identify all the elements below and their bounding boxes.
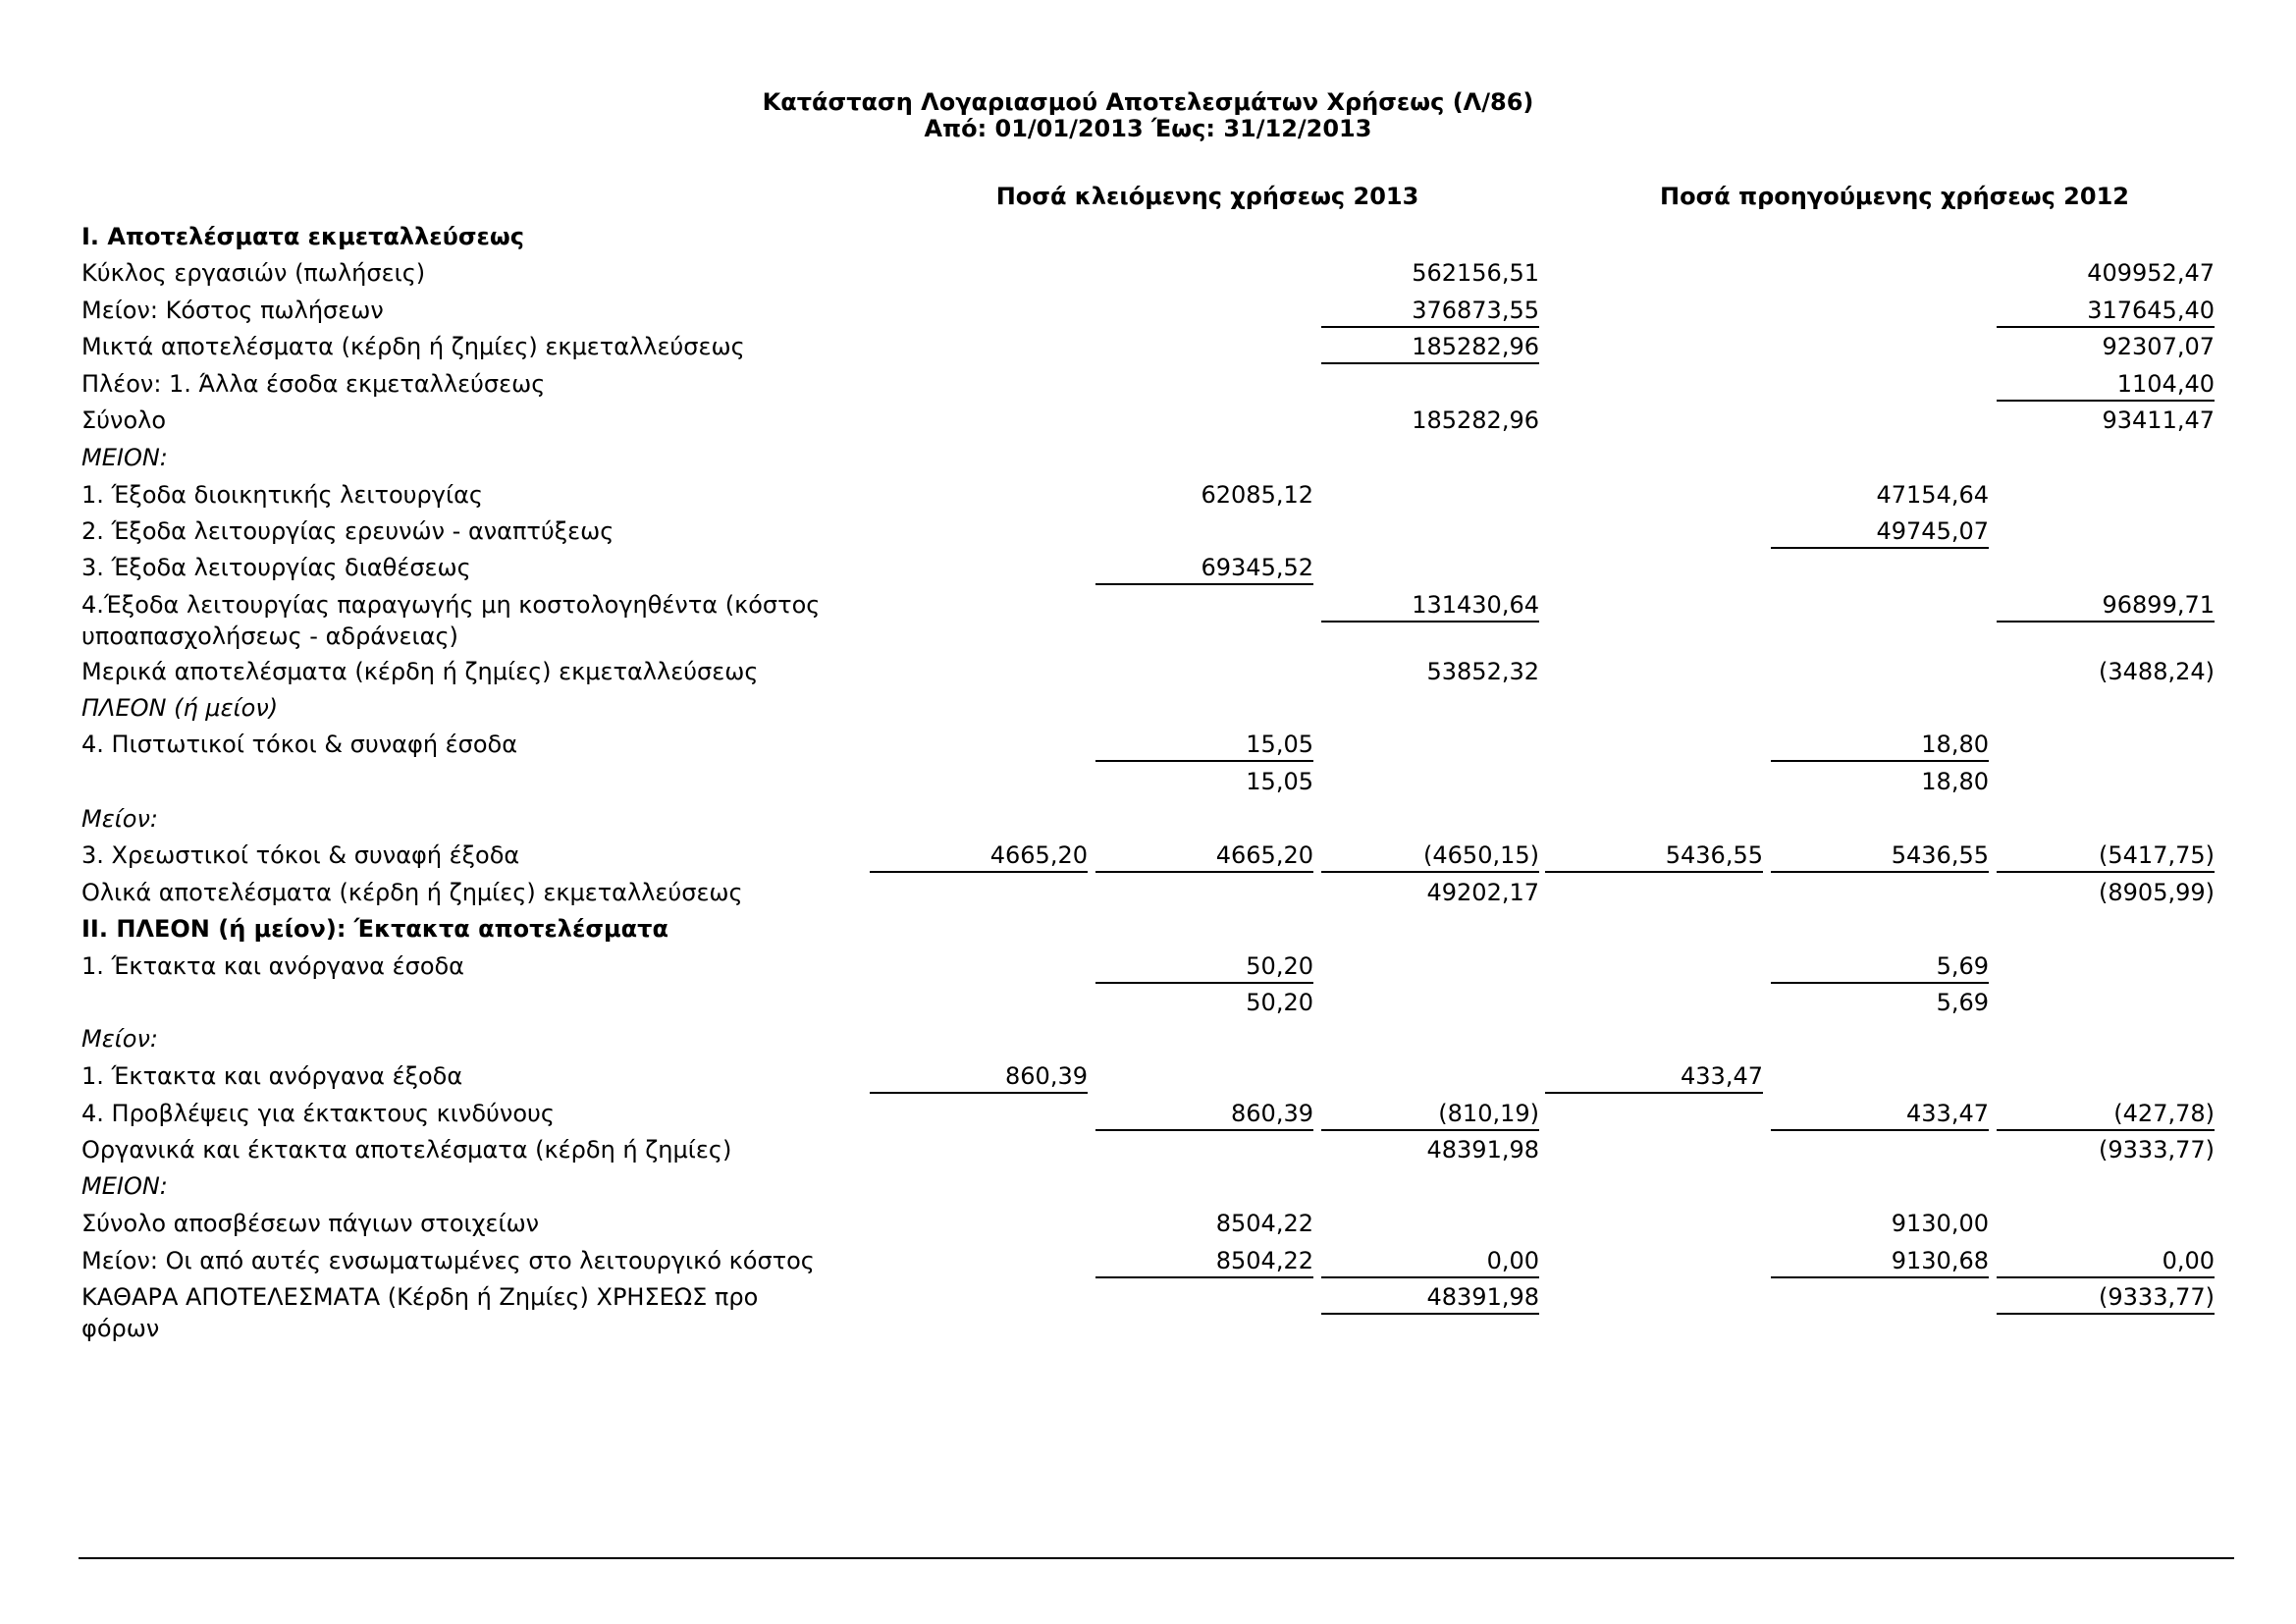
amount-col-3: 185282,96	[1412, 333, 1539, 360]
row-label: Μερικά αποτελέσματα (κέρδη ή ζημίες) εκμεταλλεύσεως	[81, 658, 759, 685]
amount-col-3: 562156,51	[1412, 259, 1539, 287]
underline-rule	[1095, 583, 1313, 585]
amount-col-3: (810,19)	[1438, 1100, 1539, 1127]
underline-rule	[870, 1092, 1088, 1094]
amount-col-5: 18,80	[1921, 731, 1989, 758]
underline-rule	[1771, 871, 1989, 873]
row-label: Σύνολο αποσβέσεων πάγιων στοιχείων	[81, 1210, 540, 1237]
underline-rule	[1997, 1313, 2215, 1315]
underline-rule	[1321, 1129, 1539, 1131]
amount-col-6: (3488,24)	[2099, 658, 2215, 685]
row-label: Μείον: Οι από αυτές ενσωματωμένες στο λειτουργικό κόστος	[81, 1247, 815, 1274]
amount-col-5: 5436,55	[1891, 841, 1989, 869]
underline-rule	[1771, 982, 1989, 984]
amount-col-6: 1104,40	[2116, 370, 2215, 398]
underline-rule	[1997, 1276, 2215, 1278]
amount-col-3: 53852,32	[1426, 658, 1539, 685]
underline-rule	[1095, 1276, 1313, 1278]
row-label: 4. Προβλέψεις για έκτακτους κινδύνους	[81, 1100, 555, 1127]
amount-col-4: 5436,55	[1665, 841, 1763, 869]
underline-rule	[1095, 871, 1313, 873]
underline-rule	[870, 871, 1088, 873]
amount-col-3: 49202,17	[1426, 879, 1539, 906]
underline-rule	[1321, 1313, 1539, 1315]
row-label: 1. Έκτακτα και ανόργανα έσοδα	[81, 952, 464, 980]
amount-col-2: 69345,52	[1201, 554, 1313, 581]
amount-col-5: 18,80	[1921, 768, 1989, 795]
amount-col-6: (5417,75)	[2099, 841, 2215, 869]
amount-col-2: 50,20	[1246, 952, 1313, 980]
row-label: 2. Έξοδα λειτουργίας ερευνών - αναπτύξεως	[81, 517, 614, 545]
amount-col-5: 47154,64	[1876, 481, 1989, 509]
underline-rule	[1997, 400, 2215, 402]
footer-rule	[79, 1557, 2234, 1559]
amount-col-6: (9333,77)	[2099, 1283, 2215, 1311]
row-label: Μείον: Κόστος πωλήσεων	[81, 297, 384, 324]
underline-rule	[1095, 760, 1313, 762]
row-label: ΚΑΘΑΡΑ ΑΠΟΤΕΛΕΣΜΑΤΑ (Κέρδη ή Ζημίες) ΧΡΗΣΕΩΣ προ φόρων	[81, 1283, 759, 1342]
underline-rule	[1321, 362, 1539, 364]
row-label: Σύνολο	[81, 406, 167, 434]
amount-col-2: 62085,12	[1201, 481, 1313, 509]
amount-col-5: 5,69	[1936, 989, 1989, 1016]
document-title: Κατάσταση Λογαριασμού Αποτελεσμάτων Χρήσεως (Λ/86)	[762, 88, 1534, 116]
amount-col-3: 48391,98	[1426, 1283, 1539, 1311]
amount-col-2: 860,39	[1231, 1100, 1313, 1127]
row-label: ΜΕΙΟΝ:	[81, 444, 168, 471]
row-label: 1. Έξοδα διοικητικής λειτουργίας	[81, 481, 484, 509]
amount-col-6: 317645,40	[2087, 297, 2215, 324]
underline-rule	[1321, 871, 1539, 873]
amount-col-2: 15,05	[1246, 768, 1313, 795]
amount-col-1: 860,39	[1005, 1062, 1088, 1090]
row-label: 3. Έξοδα λειτουργίας διαθέσεως	[81, 554, 471, 581]
row-label: 4. Πιστωτικοί τόκοι & συναφή έσοδα	[81, 731, 518, 758]
underline-rule	[1771, 760, 1989, 762]
row-label: 3. Χρεωστικοί τόκοι & συναφή έξοδα	[81, 841, 520, 869]
underline-rule	[1321, 326, 1539, 328]
underline-rule	[1997, 621, 2215, 623]
amount-col-6: 96899,71	[2102, 591, 2215, 619]
underline-rule	[1997, 326, 2215, 328]
amount-col-6: (427,78)	[2113, 1100, 2215, 1127]
amount-col-3: 376873,55	[1412, 297, 1539, 324]
amount-col-3: 185282,96	[1412, 406, 1539, 434]
amount-col-6: 93411,47	[2102, 406, 2215, 434]
amount-col-3: (4650,15)	[1423, 841, 1539, 869]
amount-col-4: 433,47	[1681, 1062, 1763, 1090]
row-label: Κύκλος εργασιών (πωλήσεις)	[81, 259, 426, 287]
amount-col-3: 48391,98	[1426, 1136, 1539, 1164]
underline-rule	[1997, 871, 2215, 873]
amount-col-5: 9130,00	[1891, 1210, 1989, 1237]
row-label: Πλέον: 1. Άλλα έσοδα εκμεταλλεύσεως	[81, 370, 546, 398]
amount-col-6: 409952,47	[2087, 259, 2215, 287]
underline-rule	[1095, 1129, 1313, 1131]
amount-col-1: 4665,20	[989, 841, 1088, 869]
amount-col-6: 92307,07	[2102, 333, 2215, 360]
underline-rule	[1321, 1276, 1539, 1278]
row-label: Μικτά αποτελέσματα (κέρδη ή ζημίες) εκμεταλλεύσεως	[81, 333, 745, 360]
document-period: Από: 01/01/2013 Έως: 31/12/2013	[924, 115, 1372, 142]
row-label: I. Αποτελέσματα εκμεταλλεύσεως	[81, 223, 524, 250]
row-label: Ολικά αποτελέσματα (κέρδη ή ζημίες) εκμεταλλεύσεως	[81, 879, 743, 906]
underline-rule	[1771, 547, 1989, 549]
amount-col-5: 433,47	[1906, 1100, 1989, 1127]
underline-rule	[1545, 1092, 1763, 1094]
row-label: Οργανικά και έκτακτα αποτελέσματα (κέρδη ή ζημίες)	[81, 1136, 732, 1164]
underline-rule	[1321, 621, 1539, 623]
row-label: 1. Έκτακτα και ανόργανα έξοδα	[81, 1062, 463, 1090]
row-label: II. ΠΛΕΟΝ (ή μείον): Έκτακτα αποτελέσματα	[81, 915, 668, 943]
row-label: ΜΕΙΟΝ:	[81, 1172, 168, 1200]
amount-col-2: 8504,22	[1215, 1247, 1313, 1274]
underline-rule	[1771, 1276, 1989, 1278]
column-header-current-year: Ποσά κλειόμενης χρήσεως 2013	[995, 183, 1419, 210]
amount-col-5: 5,69	[1936, 952, 1989, 980]
row-label: 4.Έξοδα λειτουργίας παραγωγής μη κοστολογηθέντα (κόστος υποαπασχολήσεως - αδράνειας)	[81, 591, 821, 650]
amount-col-3: 131430,64	[1412, 591, 1539, 619]
underline-rule	[1771, 1129, 1989, 1131]
amount-col-2: 15,05	[1246, 731, 1313, 758]
amount-col-6: (8905,99)	[2099, 879, 2215, 906]
amount-col-2: 8504,22	[1215, 1210, 1313, 1237]
amount-col-6: 0,00	[2162, 1247, 2215, 1274]
row-label: Μείον:	[81, 1025, 158, 1053]
row-label: ΠΛΕΟΝ (ή μείον)	[81, 694, 279, 722]
column-header-previous-year: Ποσά προηγούμενης χρήσεως 2012	[1660, 183, 2129, 210]
underline-rule	[1095, 982, 1313, 984]
amount-col-6: (9333,77)	[2099, 1136, 2215, 1164]
row-label: Μείον:	[81, 805, 158, 833]
underline-rule	[1545, 871, 1763, 873]
underline-rule	[1997, 1129, 2215, 1131]
amount-col-2: 50,20	[1246, 989, 1313, 1016]
amount-col-5: 49745,07	[1876, 517, 1989, 545]
amount-col-3: 0,00	[1486, 1247, 1539, 1274]
amount-col-5: 9130,68	[1891, 1247, 1989, 1274]
amount-col-2: 4665,20	[1215, 841, 1313, 869]
